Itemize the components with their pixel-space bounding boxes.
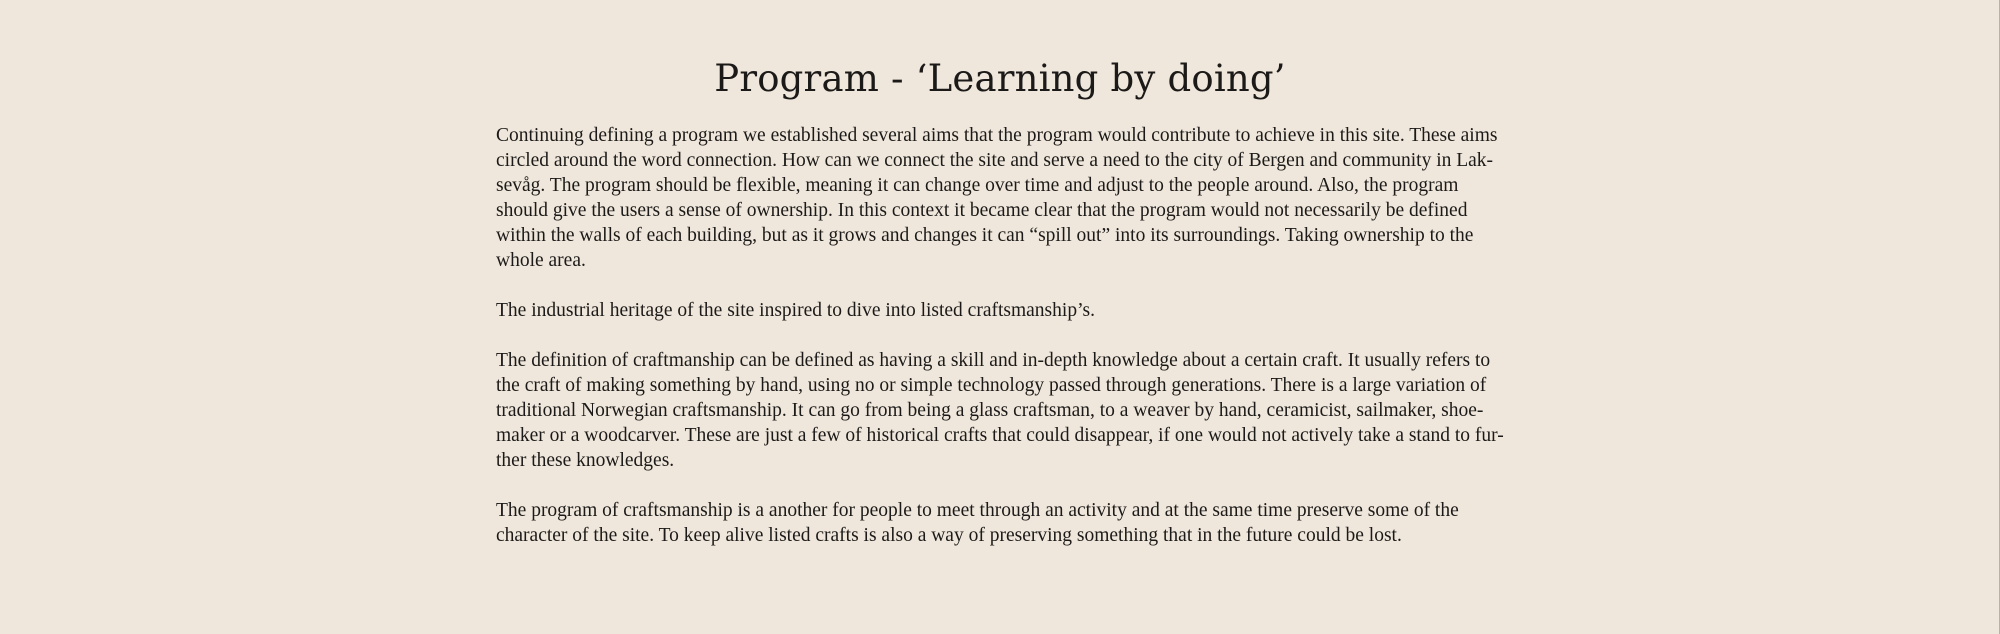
text-line: circled around the word connection. How can we connect the site and serve a need to the city of Bergen and community in Lak-	[496, 150, 1494, 171]
body-text	[496, 123, 1576, 573]
text-line: maker or a woodcarver. These are just a few of historical crafts that could disappear, if one would not actively take a stand to fur-	[496, 425, 1504, 446]
text-line: The definition of craftmanship can be defined as having a skill and in-depth knowledge about a certain craft. It usually refers to	[496, 350, 1491, 371]
text-line: should give the users a sense of ownership. In this context it became clear that the program would not necessarily be defined	[496, 200, 1468, 221]
paragraph-craftsmanship-definition	[496, 348, 1576, 473]
paragraph-craftsmanship-program	[496, 498, 1576, 548]
text-line: within the walls of each building, but as it grows and changes it can “spill out” into its surroundings. Taking ownership to the	[496, 225, 1474, 246]
text-line: the craft of making something by hand, using no or simple technology passed through generations. There is a large variation of	[496, 375, 1487, 396]
page-title: Program - ‘Learning by doing’	[714, 57, 1286, 100]
text-line: Continuing defining a program we established several aims that the program would contribute to achieve in this site. These aims	[496, 125, 1498, 146]
text-line: The program of craftsmanship is a another for people to meet through an activity and at the same time preserve some of the	[496, 500, 1459, 521]
text-line: character of the site. To keep alive listed crafts is also a way of preserving something that in the future could be lost.	[496, 525, 1402, 546]
text-line: traditional Norwegian craftsmanship. It can go from being a glass craftsman, to a weaver by hand, ceramicist, sailmaker, shoe-	[496, 400, 1484, 421]
text-line: sevåg. The program should be flexible, meaning it can change over time and adjust to the people around. Also, the program	[496, 175, 1459, 196]
text-line: The industrial heritage of the site inspired to dive into listed craftsmanship’s.	[496, 300, 1095, 321]
paragraph-industrial-heritage	[496, 298, 1576, 323]
paragraph-program-aims	[496, 123, 1576, 273]
text-line: ther these knowledges.	[496, 450, 675, 471]
text-line: whole area.	[496, 250, 586, 271]
